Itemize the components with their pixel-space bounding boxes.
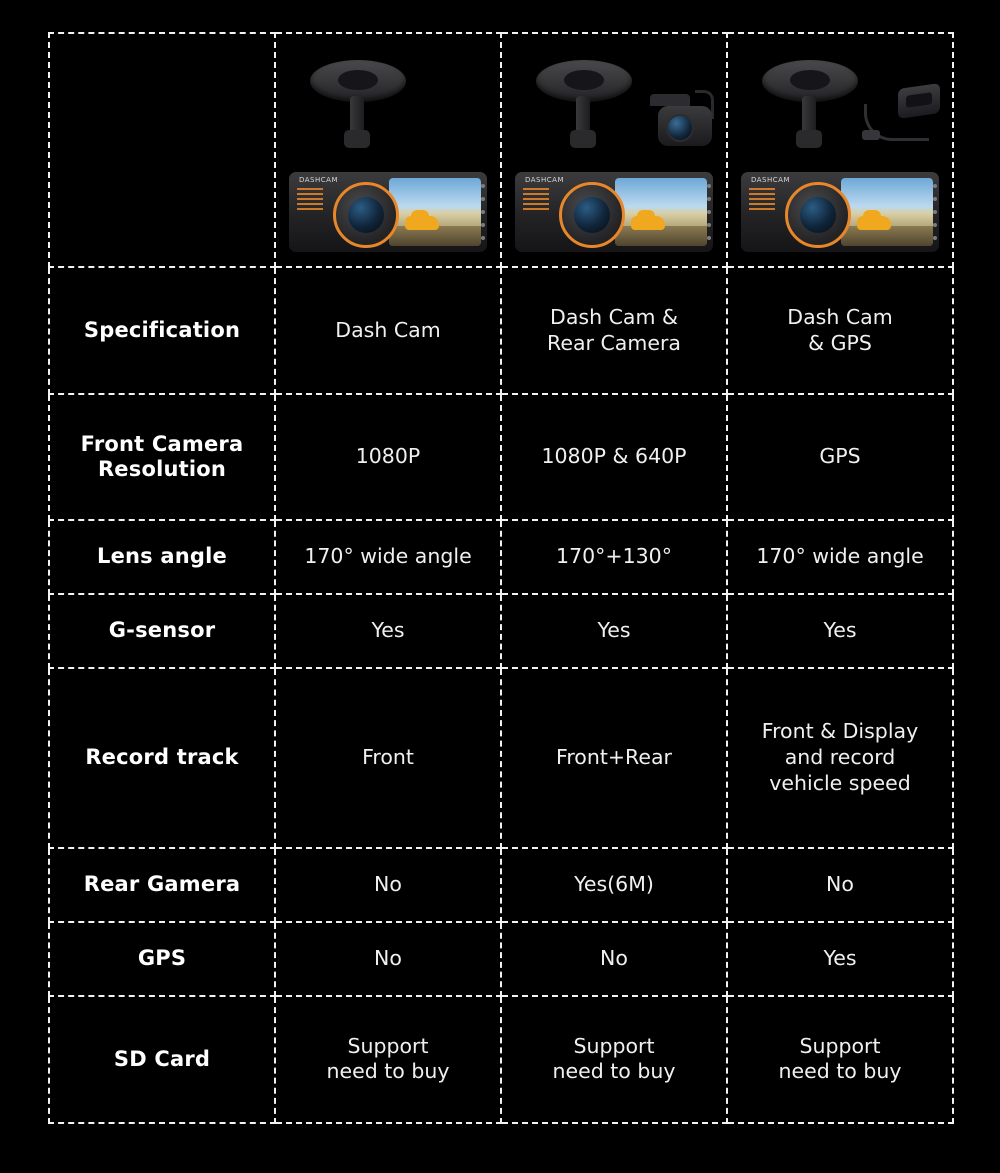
dash-cam-with-gps-product-image [734, 38, 946, 262]
cell-record-track-col1: Front [275, 668, 501, 848]
row-label-front-camera-resolution-line1: Front Camera [80, 431, 244, 456]
cell-rear-camera-col2: Yes(6M) [501, 848, 727, 922]
table-row-gps [49, 922, 953, 996]
row-label-gps: GPS [49, 922, 275, 996]
row-label-rear-camera: Rear Gamera [49, 848, 275, 922]
cell-rear-camera-col1: No [275, 848, 501, 922]
cell-resolution-col3: GPS [727, 394, 953, 520]
cell-specification-col3-line2: & GPS [808, 330, 872, 355]
cell-specification-col3-line1: Dash Cam [787, 304, 893, 329]
cell-sd-card-col3 [727, 996, 953, 1123]
cell-sd-card-col1 [275, 996, 501, 1123]
suction-mount-icon [536, 60, 632, 146]
dash-cam-body-icon: DASHCAM [741, 160, 939, 252]
cell-record-track-col2: Front+Rear [501, 668, 727, 848]
cell-sd-card-col3-line1: Support [799, 1033, 881, 1058]
cell-gps-col3: Yes [727, 922, 953, 996]
cell-record-track-col3-line2: and record [784, 745, 896, 770]
table-row-rear-camera [49, 848, 953, 922]
spec-comparison-table-wrapper [48, 32, 952, 1124]
cell-sd-card-col3-line2: need to buy [778, 1059, 902, 1084]
table-row-record-track [49, 668, 953, 848]
table-row-g-sensor [49, 594, 953, 668]
cell-sd-card-col1-line1: Support [347, 1033, 429, 1058]
cell-specification-col2 [501, 267, 727, 394]
empty-corner-cell [49, 33, 275, 267]
suction-mount-icon [310, 60, 406, 146]
table-row-lens-angle [49, 520, 953, 594]
cell-sd-card-col2-line1: Support [573, 1033, 655, 1058]
cell-lens-angle-col2: 170°+130° [501, 520, 727, 594]
cell-g-sensor-col1: Yes [275, 594, 501, 668]
cell-record-track-col3-line3: vehicle speed [769, 770, 911, 795]
table-row-sd-card [49, 996, 953, 1123]
cell-lens-angle-col1: 170° wide angle [275, 520, 501, 594]
row-label-g-sensor: G-sensor [49, 594, 275, 668]
cell-specification-col1: Dash Cam [275, 267, 501, 394]
rear-camera-accessory-icon [650, 90, 714, 146]
cell-g-sensor-col2: Yes [501, 594, 727, 668]
row-label-front-camera-resolution-line2: Resolution [97, 457, 227, 482]
cell-specification-col2-line1: Dash Cam & [550, 304, 678, 329]
dash-cam-product-image [282, 38, 494, 262]
dash-cam-body-icon: DASHCAM [515, 160, 713, 252]
cell-record-track-col3-line1: Front & Display [761, 719, 919, 744]
table-row-product-images [49, 33, 953, 267]
gps-module-accessory-icon [864, 86, 942, 148]
row-label-record-track: Record track [49, 668, 275, 848]
product-image-cell-dash-cam-rear-camera [501, 33, 727, 267]
cell-gps-col2: No [501, 922, 727, 996]
row-label-lens-angle: Lens angle [49, 520, 275, 594]
cell-record-track-col3 [727, 668, 953, 848]
row-label-specification: Specification [49, 267, 275, 394]
product-image-cell-dash-cam-gps [727, 33, 953, 267]
cell-gps-col1: No [275, 922, 501, 996]
cell-resolution-col2: 1080P & 640P [501, 394, 727, 520]
dash-cam-with-rear-camera-product-image [508, 38, 720, 262]
table-row-front-camera-resolution [49, 394, 953, 520]
cell-sd-card-col1-line2: need to buy [326, 1059, 450, 1084]
table-row-specification [49, 267, 953, 394]
row-label-sd-card: SD Card [49, 996, 275, 1123]
cell-sd-card-col2 [501, 996, 727, 1123]
cell-specification-col3 [727, 267, 953, 394]
spec-comparison-table [48, 32, 954, 1124]
product-image-cell-dash-cam [275, 33, 501, 267]
dash-cam-body-icon: DASHCAM [289, 160, 487, 252]
cell-sd-card-col2-line2: need to buy [552, 1059, 676, 1084]
row-label-front-camera-resolution [49, 394, 275, 520]
suction-mount-icon [762, 60, 858, 146]
cell-g-sensor-col3: Yes [727, 594, 953, 668]
cell-rear-camera-col3: No [727, 848, 953, 922]
cell-specification-col2-line2: Rear Camera [547, 330, 681, 355]
cell-resolution-col1: 1080P [275, 394, 501, 520]
cell-lens-angle-col3: 170° wide angle [727, 520, 953, 594]
